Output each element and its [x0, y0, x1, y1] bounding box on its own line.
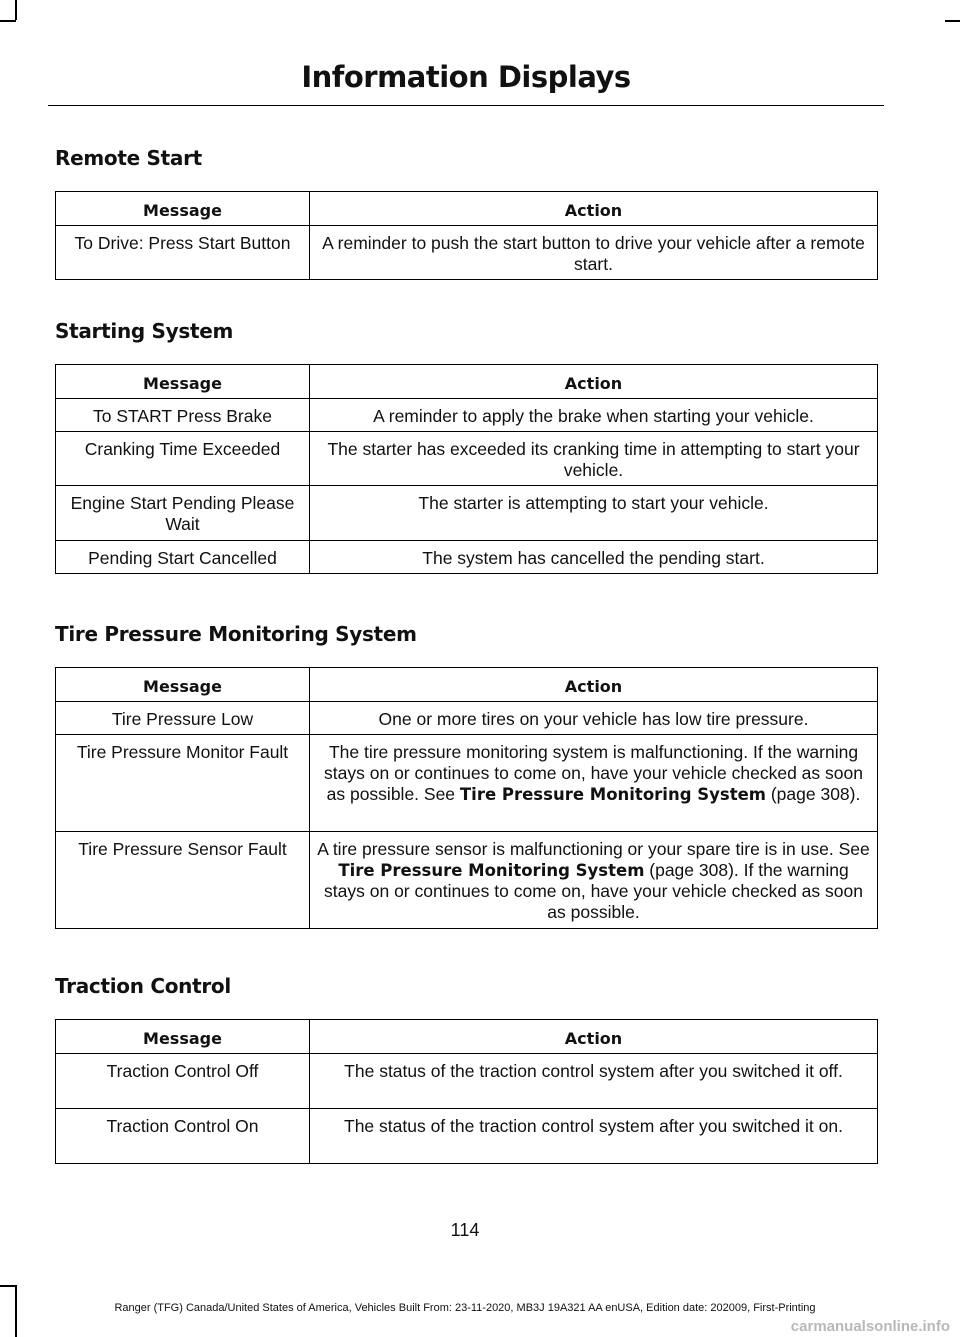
message-cell: Traction Control On [56, 1109, 310, 1164]
message-cell: Tire Pressure Sensor Fault [56, 832, 310, 929]
column-header-action: Action [310, 668, 878, 702]
footer-edition-info: Ranger (TFG) Canada/United States of America, Vehicles Built From: 23-11-2020, MB3J 19A321 AA enUSA, Edition date: 202009, First-Printing [114, 1302, 816, 1314]
action-cell: The starter has exceeded its cranking time in attempting to start your vehicle. [310, 432, 878, 486]
header-divider [48, 105, 884, 106]
message-cell: To Drive: Press Start Button [56, 226, 310, 280]
action-cell: A reminder to apply the brake when starting your vehicle. [310, 399, 878, 432]
cross-reference-link[interactable]: Tire Pressure Monitoring System [338, 861, 645, 880]
column-header-action: Action [310, 365, 878, 399]
column-header-message: Message [56, 1020, 310, 1054]
page-reference: (page 308). [765, 784, 861, 804]
table-row [56, 832, 878, 929]
table-row [56, 486, 878, 541]
message-cell: To START Press Brake [56, 399, 310, 432]
table-row [56, 226, 878, 280]
table-row [56, 702, 878, 735]
section-title-traction-control: Traction Control [55, 974, 231, 998]
section-title-remote-start: Remote Start [55, 146, 202, 170]
table-remote-start [55, 191, 878, 280]
crop-mark-top-right [945, 20, 960, 22]
column-header-message: Message [56, 668, 310, 702]
message-cell: Pending Start Cancelled [56, 541, 310, 574]
page-number: 114 [450, 1220, 480, 1240]
table-traction-control [55, 1019, 878, 1164]
message-cell: Traction Control Off [56, 1054, 310, 1109]
action-cell [310, 735, 878, 832]
action-text-continued: (page 308). If the warning stays on or continues to come on, have your vehicle checked as soon as possible. [324, 860, 863, 922]
table-header-row [56, 365, 878, 399]
column-header-action: Action [310, 1020, 878, 1054]
table-row [56, 399, 878, 432]
table-starting-system [55, 364, 878, 574]
table-header-row [56, 668, 878, 702]
table-row [56, 1054, 878, 1109]
table-tire-pressure [55, 667, 878, 929]
table-row [56, 1109, 878, 1164]
action-cell: The status of the traction control system after you switched it on. [310, 1109, 878, 1164]
action-cell: The starter is attempting to start your vehicle. [310, 486, 878, 541]
section-title-tire-pressure: Tire Pressure Monitoring System [55, 622, 417, 646]
table-header-row [56, 1020, 878, 1054]
action-cell [310, 832, 878, 929]
table-row [56, 432, 878, 486]
crop-mark-bottom-left-h [0, 1285, 16, 1287]
column-header-action: Action [310, 192, 878, 226]
message-cell: Cranking Time Exceeded [56, 432, 310, 486]
message-cell: Tire Pressure Low [56, 702, 310, 735]
column-header-message: Message [56, 365, 310, 399]
section-title-starting-system: Starting System [55, 319, 234, 343]
crop-mark-top-left-h [0, 20, 16, 22]
action-text: The tire pressure monitoring system is malfunctioning. If the warning stays on or continues to come on, have your vehicle checked as soon as possible. See [324, 742, 863, 804]
crop-mark-top-left-v [15, 0, 17, 20]
table-row [56, 541, 878, 574]
watermark: carmanualsonline.info [790, 1318, 950, 1335]
cross-reference-link[interactable]: Tire Pressure Monitoring System [459, 785, 766, 804]
column-header-message: Message [56, 192, 310, 226]
table-header-row [56, 192, 878, 226]
action-cell: One or more tires on your vehicle has low tire pressure. [310, 702, 878, 735]
action-text: A tire pressure sensor is malfunctioning or your spare tire is in use. See [317, 839, 870, 859]
table-row [56, 735, 878, 832]
message-cell: Engine Start Pending Please Wait [56, 486, 310, 541]
action-cell: The system has cancelled the pending start. [310, 541, 878, 574]
page-header-title: Information Displays [301, 60, 631, 94]
action-cell: A reminder to push the start button to drive your vehicle after a remote start. [310, 226, 878, 280]
message-cell: Tire Pressure Monitor Fault [56, 735, 310, 832]
action-cell: The status of the traction control system after you switched it off. [310, 1054, 878, 1109]
